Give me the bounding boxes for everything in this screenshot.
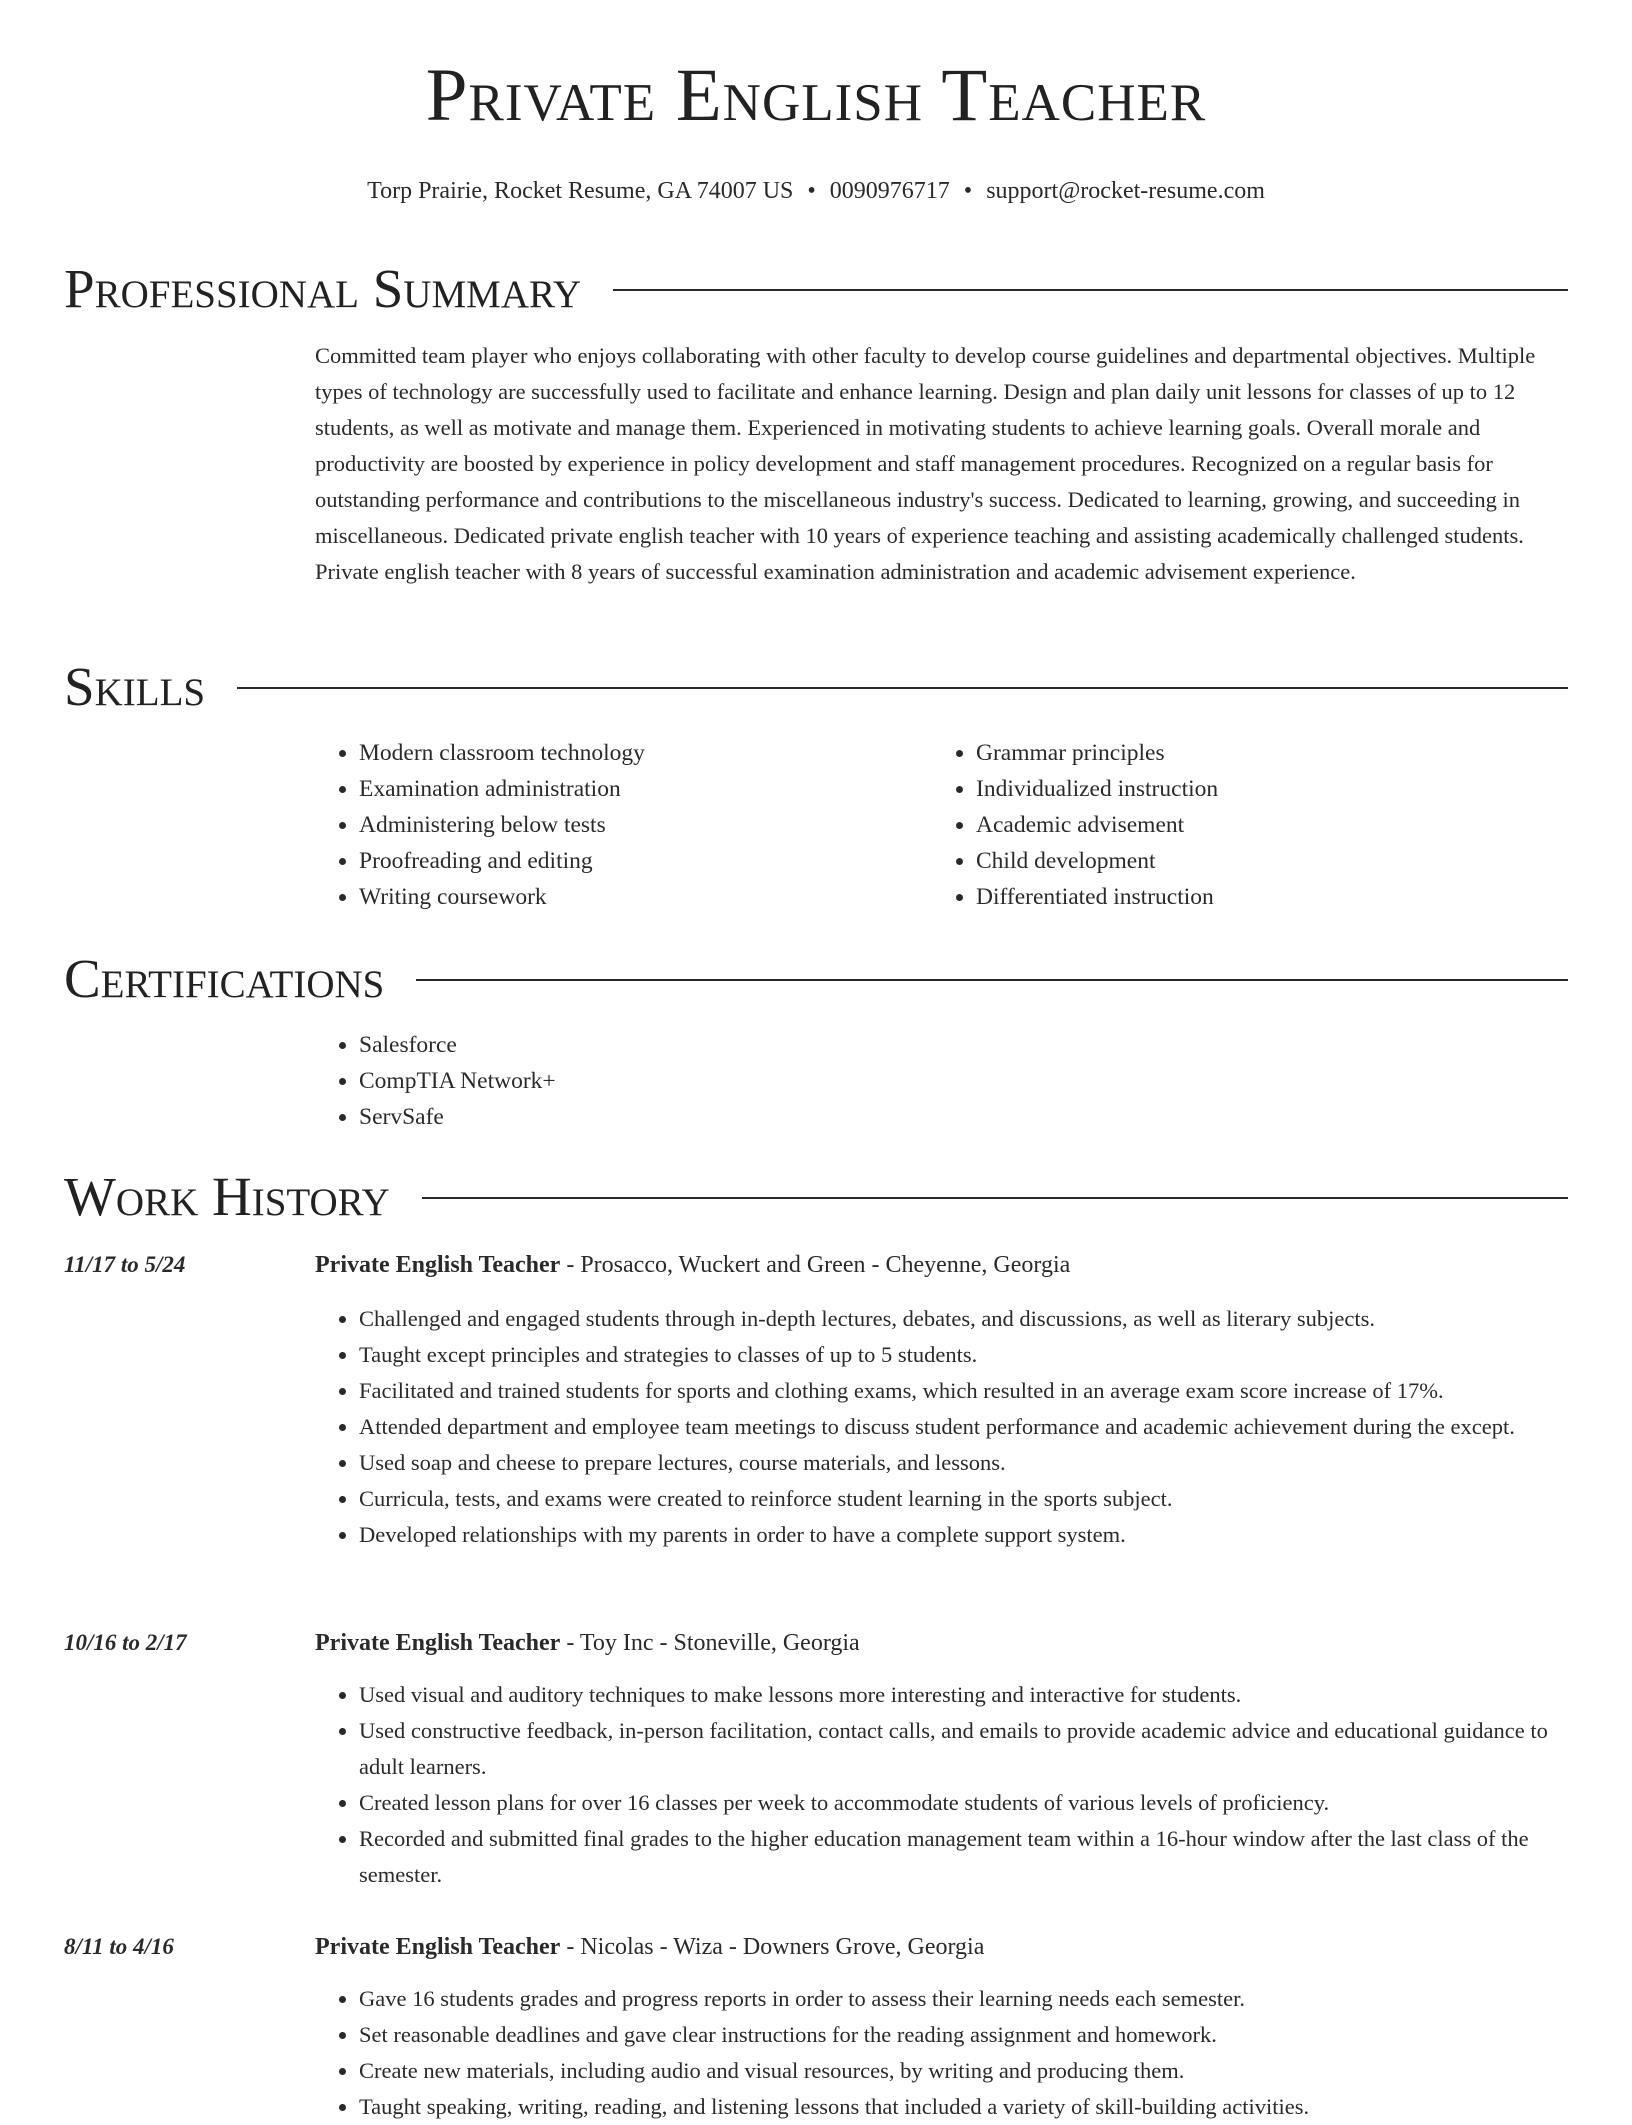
skills-section-header bbox=[64, 654, 1568, 718]
contact-separator: • bbox=[807, 178, 816, 204]
job-dates: 8/11 to 4/16 bbox=[64, 1934, 174, 1959]
skills-right-column bbox=[932, 735, 1532, 915]
job-bullet: • Facilitated and trained students for sports and clothing exams, which resulted in an average exam score increase of 17%. bbox=[359, 1373, 1568, 1409]
job-title: Private English Teacher bbox=[315, 1934, 561, 1960]
job-title: Private English Teacher bbox=[315, 1252, 561, 1278]
job-bullet: • Taught speaking, writing, reading, and listening lessons that included a variety of skill-building activities. bbox=[359, 2089, 1568, 2125]
skill-item: • Examination administration bbox=[359, 771, 915, 807]
summary-text: Committed team player who enjoys collaborating with other faculty to develop course guidelines and departmental objectives. Multiple types of technology are successfully used to facilitate and enhance learning. Design and plan daily unit lessons for classes of up to 12 students, as well as motivate and manage them. Experienced in motivating students to achieve learning goals. Overall morale and productivity are boosted by experience in policy development and staff management procedures. Recognized on a regular basis for outstanding performance and contributions to the miscellaneous industry's success. Dedicated to learning, growing, and succeeding in miscellaneous. Dedicated private english teacher with 10 years of experience teaching and assisting academically challenged students. Private english teacher with 8 years of successful examination administration and academic advisement experience. bbox=[315, 343, 1536, 584]
section-divider bbox=[422, 1197, 1568, 1199]
skill-item: • Administering below tests bbox=[359, 807, 915, 843]
contact-separator: • bbox=[963, 178, 973, 204]
certification-item: • Salesforce bbox=[359, 1027, 556, 1063]
job-bullet: • Used soap and cheese to prepare lectures, course materials, and lessons. bbox=[359, 1445, 1568, 1481]
contact-email: support@rocket-resume.com bbox=[986, 178, 1265, 204]
certifications-list bbox=[315, 1027, 556, 1135]
contact-phone: 0090976717 bbox=[829, 178, 950, 204]
skill-item: • Child development bbox=[976, 843, 1532, 879]
job-bullet: • Used constructive feedback, in-person facilitation, contact calls, and emails to provide academic advice and educational guidance to adult learners. bbox=[359, 1713, 1568, 1785]
job-bullet: • Gave 16 students grades and progress reports in order to assess their learning needs each semester. bbox=[359, 1981, 1568, 2017]
skill-item: • Proofreading and editing bbox=[359, 843, 915, 879]
summary-section-header bbox=[64, 256, 1568, 320]
job-bullet: • Used visual and auditory techniques to make lessons more interesting and interactive for students. bbox=[359, 1677, 1568, 1713]
section-title: Certifications bbox=[64, 947, 385, 1009]
job-bullet: • Developed relationships with my parents in order to have a complete support system. bbox=[359, 1517, 1568, 1553]
job-bullet: • Curricula, tests, and exams were created to reinforce student learning in the sports subject. bbox=[359, 1481, 1568, 1517]
job-dates: 11/17 to 5/24 bbox=[64, 1252, 186, 1277]
job-title: Private English Teacher bbox=[315, 1630, 561, 1656]
job-bullet: • Created lesson plans for over 16 classes per week to accommodate students of various levels of proficiency. bbox=[359, 1785, 1568, 1821]
skill-item: • Modern classroom technology bbox=[359, 735, 915, 771]
certification-item: • CompTIA Network+ bbox=[359, 1063, 556, 1099]
job-employer: - Prosacco, Wuckert and Green - Cheyenne, Georgia bbox=[560, 1252, 1071, 1278]
section-divider bbox=[613, 289, 1568, 291]
job-bullet: • Taught except principles and strategies to classes of up to 5 students. bbox=[359, 1337, 1568, 1373]
section-title: Professional Summary bbox=[64, 257, 582, 319]
job-bullet: • Create new materials, including audio and visual resources, by writing and producing them. bbox=[359, 2053, 1568, 2089]
contact-address: Torp Prairie, Rocket Resume, GA 74007 US bbox=[367, 178, 794, 204]
contact-line bbox=[64, 176, 1568, 206]
work-history-section-header bbox=[64, 1164, 1568, 1228]
skill-item: • Writing coursework bbox=[359, 879, 915, 915]
job-bullets bbox=[315, 1677, 1568, 1893]
job-dates: 10/16 to 2/17 bbox=[64, 1630, 187, 1655]
section-divider bbox=[237, 687, 1568, 689]
job-heading bbox=[315, 1249, 1070, 1281]
certification-item: • ServSafe bbox=[359, 1099, 556, 1135]
job-bullet: • Attended department and employee team meetings to discuss student performance and academic achievement during the except. bbox=[359, 1409, 1568, 1445]
section-title: Skills bbox=[64, 655, 206, 717]
page-title: Private English Teacher bbox=[425, 54, 1207, 137]
job-heading bbox=[315, 1931, 984, 1963]
job-employer: - Toy Inc - Stoneville, Georgia bbox=[560, 1630, 860, 1656]
skill-item: • Grammar principles bbox=[976, 735, 1532, 771]
skill-item: • Differentiated instruction bbox=[976, 879, 1532, 915]
section-title: Work History bbox=[64, 1165, 390, 1227]
job-heading bbox=[315, 1627, 860, 1659]
job-bullets bbox=[315, 1981, 1568, 2125]
skills-left-column bbox=[315, 735, 915, 915]
certifications-section-header bbox=[64, 946, 1568, 1010]
skill-item: • Academic advisement bbox=[976, 807, 1532, 843]
job-bullet: • Set reasonable deadlines and gave clear instructions for the reading assignment and homework. bbox=[359, 2017, 1568, 2053]
section-divider bbox=[416, 979, 1568, 981]
job-employer: - Nicolas - Wiza - Downers Grove, Georgia bbox=[560, 1934, 985, 1960]
job-bullet: • Recorded and submitted final grades to the higher education management team within a 16-hour window after the last class of the semester. bbox=[359, 1821, 1568, 1893]
job-bullet: • Challenged and engaged students through in-depth lectures, debates, and discussions, as well as literary subjects. bbox=[359, 1301, 1568, 1337]
skill-item: • Individualized instruction bbox=[976, 771, 1532, 807]
job-bullets bbox=[315, 1301, 1568, 1553]
